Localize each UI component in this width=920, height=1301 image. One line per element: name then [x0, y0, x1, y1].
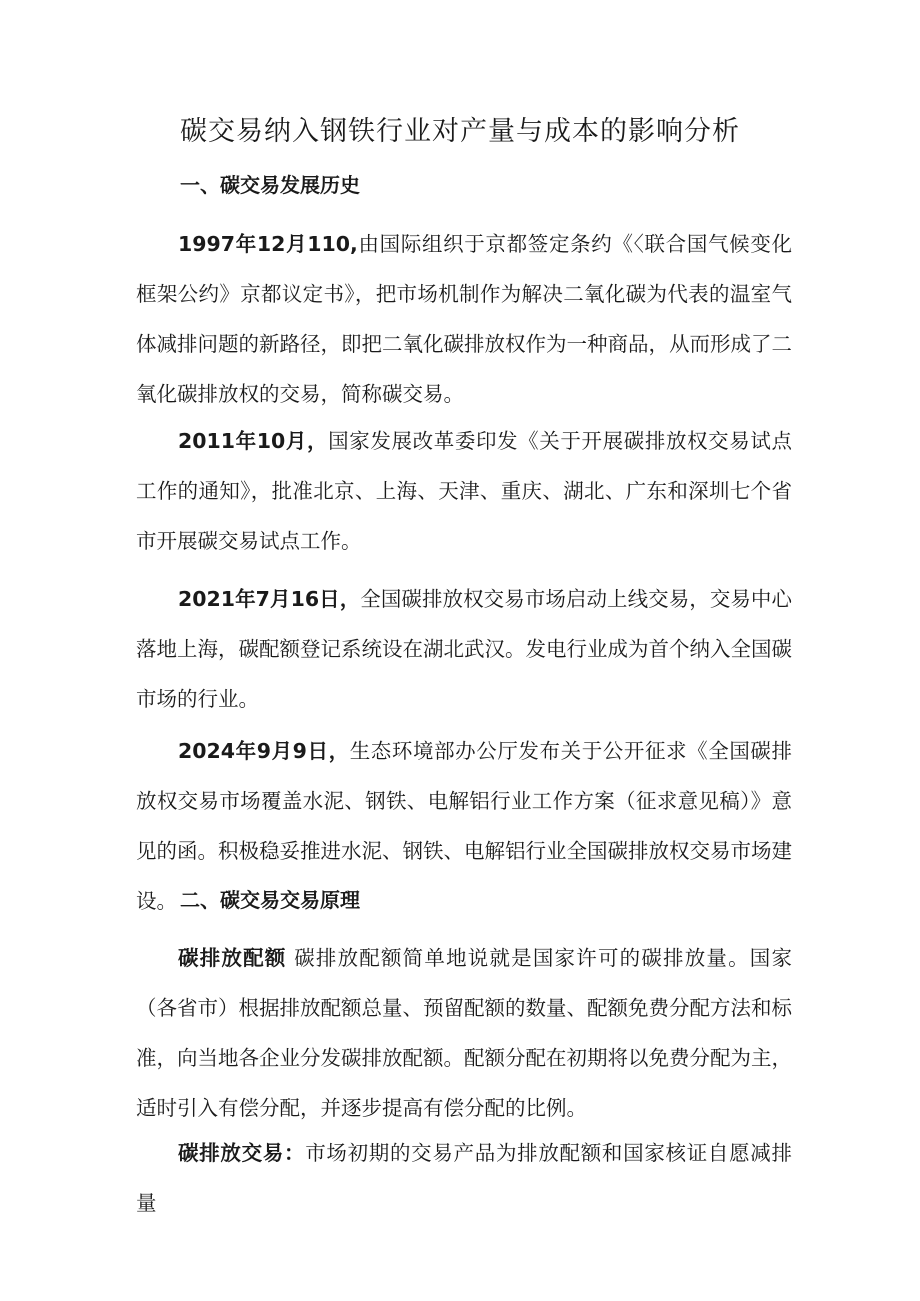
paragraph-emission-quota [136, 933, 792, 1133]
paragraph-emission-trading [136, 1128, 792, 1228]
section-heading-history: 一、碳交易发展历史 [180, 173, 360, 197]
paragraph-lead: 1997年12月110, [178, 232, 358, 256]
paragraph-lead: 2024年9月9日， [178, 739, 350, 763]
paragraph-text: 由国际组织于京都签定条约《〈联合国气候变化框架公约》京都议定书》，把市场机制作为解决二氧化碳为代表的温室气体减排问题的新路径，即把二氧化碳排放权作为一种商品，从而形成了二氧化碳排放权的交易，简称碳交易。 [136, 232, 793, 406]
paragraph-text: 市场初期的交易产品为排放配额和国家核证自愿减排量 [136, 1141, 793, 1215]
paragraph-lead: 2021年7月16日， [178, 587, 361, 611]
paragraph-text: 全国碳排放权交易市场启动上线交易，交易中心落地上海，碳配额登记系统设在湖北武汉。发电行业成为首个纳入全国碳市场的行业。 [136, 587, 792, 711]
paragraph-text: 国家发展改革委印发《关于开展碳排放权交易试点工作的通知》，批准北京、上海、天津、重庆、湖北、广东和深圳七个省市开展碳交易试点工作。 [136, 429, 793, 553]
paragraph-1997 [136, 219, 792, 419]
paragraph-lead: 碳排放配额 [178, 946, 287, 970]
document-title: 碳交易纳入钢铁行业对产量与成本的影响分析 [180, 116, 740, 147]
paragraph-text: 生态环境部办公厅发布关于公开征求《全国碳排放权交易市场覆盖水泥、钢铁、电解铝行业工作方案（征求意见稿）》意见的函。积极稳妥推进水泥、钢铁、电解铝行业全国碳排放权交易市场建设。 [136, 739, 792, 913]
paragraph-lead: 2011年10月， [178, 429, 329, 453]
section-heading-principle: 二、碳交易交易原理 [180, 888, 360, 912]
paragraph-lead: 碳排放交易： [178, 1141, 306, 1165]
paragraph-2011 [136, 416, 792, 566]
paragraph-2021 [136, 574, 792, 724]
paragraph-text: 碳排放配额简单地说就是国家许可的碳排放量。国家（各省市）根据排放配额总量、预留配额的数量、配额免费分配方法和标准，向当地各企业分发碳排放配额。配额分配在初期将以免费分配为主，适时引入有偿分配，并逐步提高有偿分配的比例。 [136, 946, 793, 1120]
